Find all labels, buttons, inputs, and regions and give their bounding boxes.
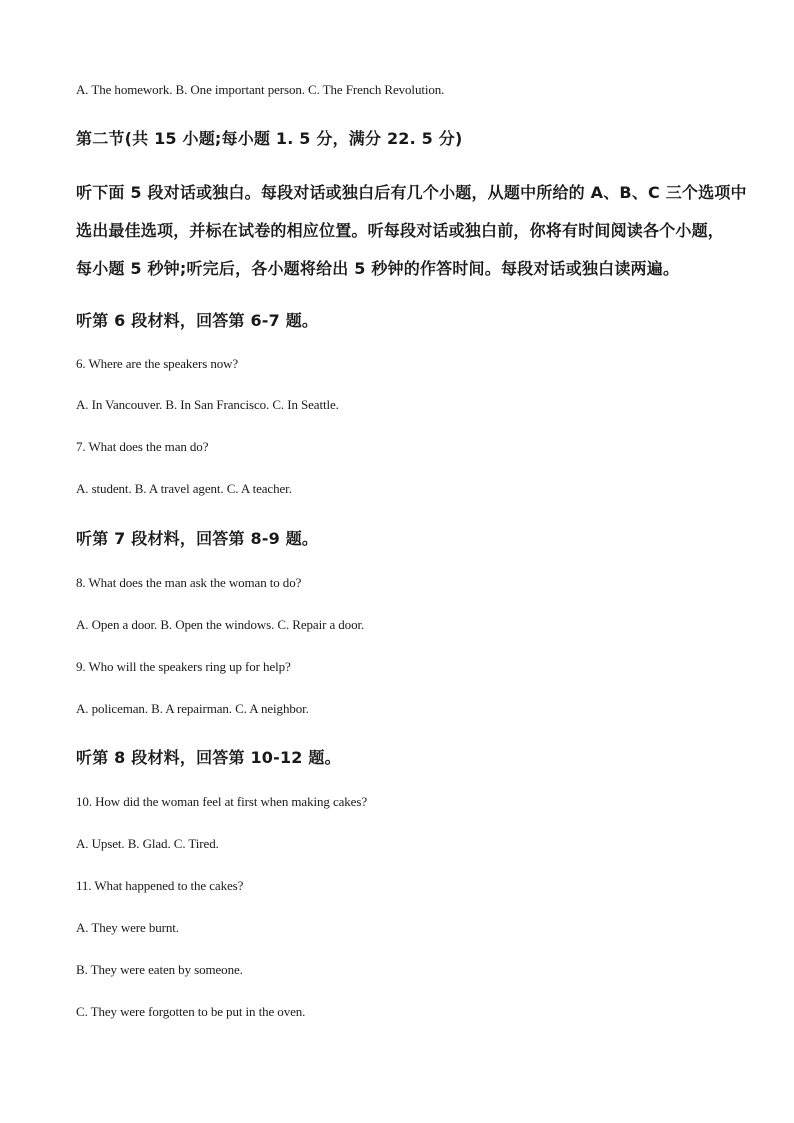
material-6-heading: 听第 6 段材料，回答第 6-7 题。 <box>76 311 319 330</box>
question-10-options: A. Upset. B. Glad. C. Tired. <box>76 836 219 851</box>
question-8: 8. What does the man ask the woman to do? <box>76 575 302 590</box>
instructions-line-3: 每小题 5 秒钟;听完后，各小题将给出 5 秒钟的作答时间。每段对话或独白读两遍。 <box>76 259 680 278</box>
question-6: 6. Where are the speakers now? <box>76 356 239 371</box>
question-7-options: A. student. B. A travel agent. C. A teacher. <box>76 481 292 496</box>
section-title: 第二节(共 15 小题;每小题 1. 5 分，满分 22. 5 分) <box>76 129 463 148</box>
q5-options: A. The homework. B. One important person. C. The French Revolution. <box>76 82 445 97</box>
question-10: 10. How did the woman feel at first when making cakes? <box>76 794 367 809</box>
question-11: 11. What happened to the cakes? <box>76 878 244 893</box>
question-7: 7. What does the man do? <box>76 439 209 454</box>
instructions-line-1: 听下面 5 段对话或独白。每段对话或独白后有几个小题，从题中所给的 A、B、C 三个选项中 <box>76 183 747 202</box>
question-8-options: A. Open a door. B. Open the windows. C. Repair a door. <box>76 617 365 632</box>
question-11-option-a: A. They were burnt. <box>76 920 179 935</box>
instructions-line-2: 选出最佳选项，并标在试卷的相应位置。听每段对话或独白前，你将有时间阅读各个小题， <box>76 221 725 240</box>
question-11-option-c: C. They were forgotten to be put in the oven. <box>76 1004 306 1019</box>
question-9: 9. Who will the speakers ring up for help? <box>76 659 291 674</box>
question-9-options: A. policeman. B. A repairman. C. A neighbor. <box>76 701 309 716</box>
material-8-heading: 听第 8 段材料，回答第 10-12 题。 <box>76 748 341 767</box>
question-11-option-b: B. They were eaten by someone. <box>76 962 243 977</box>
material-7-heading: 听第 7 段材料，回答第 8-9 题。 <box>76 529 319 548</box>
question-6-options: A. In Vancouver. B. In San Francisco. C. In Seattle. <box>76 397 339 412</box>
